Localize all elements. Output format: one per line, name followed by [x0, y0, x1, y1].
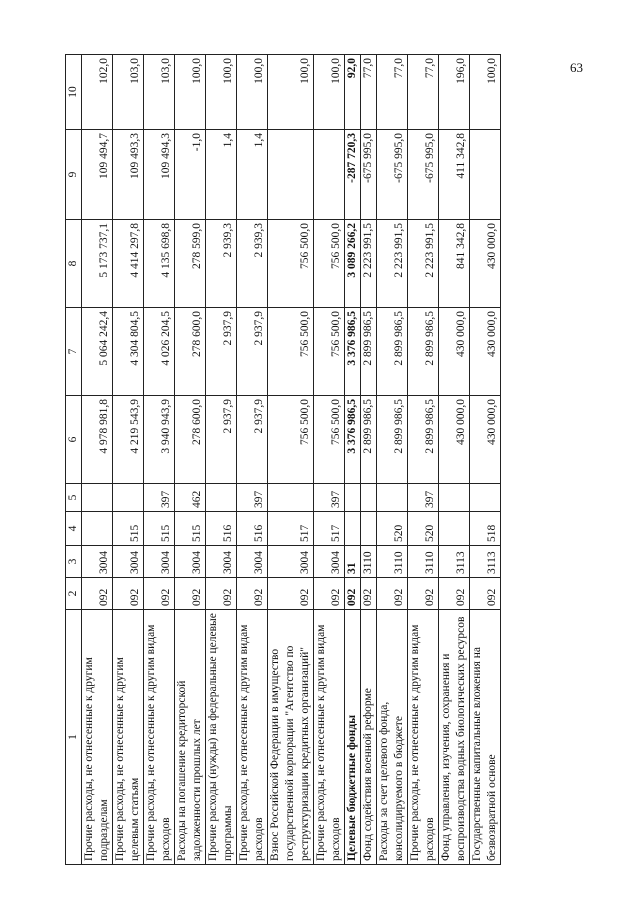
row-col10-cell: 100,0	[470, 55, 501, 130]
row-col9-cell: -675 995,0	[377, 130, 408, 220]
row-col3-cell: 3004	[237, 546, 268, 578]
row-col2-cell: 092	[113, 578, 144, 610]
row-col6-cell: 4 978 981,8	[82, 396, 113, 484]
row-col5-cell: 397	[237, 484, 268, 512]
rotated-table-container	[65, 55, 590, 865]
row-col9-cell: -1,0	[175, 130, 206, 220]
row-name-cell: Расходы за счет целевого фонда, консолидируемого в бюджете	[377, 610, 408, 865]
row-col7-cell: 2 899 986,5	[408, 308, 439, 396]
row-col4-cell: 517	[314, 512, 345, 546]
row-col6-cell: 4 219 543,9	[113, 396, 144, 484]
row-col6-cell: 3 376 986,5	[345, 396, 361, 484]
row-col10-cell: 92,0	[345, 55, 361, 130]
row-name-cell: Целевые бюджетные фонды	[345, 610, 361, 865]
row-col6-cell: 2 899 986,5	[377, 396, 408, 484]
row-col3-cell: 3113	[439, 546, 470, 578]
column-header: 10	[66, 55, 82, 130]
row-col10-cell: 100,0	[314, 55, 345, 130]
table-row	[377, 55, 408, 865]
row-col6-cell: 3 940 943,9	[144, 396, 175, 484]
row-col10-cell: 102,0	[82, 55, 113, 130]
row-col7-cell: 5 064 242,4	[82, 308, 113, 396]
budget-table	[65, 54, 501, 865]
row-col2-cell: 092	[470, 578, 501, 610]
row-col2-cell: 092	[237, 578, 268, 610]
row-col9-cell: 109 493,3	[113, 130, 144, 220]
row-col4-cell: 515	[113, 512, 144, 546]
row-col7-cell: 2 937,9	[206, 308, 237, 396]
row-col7-cell: 756 500,0	[314, 308, 345, 396]
row-col2-cell: 092	[345, 578, 361, 610]
row-col3-cell: 3004	[206, 546, 237, 578]
row-col4-cell	[361, 512, 377, 546]
column-header: 4	[66, 512, 82, 546]
row-name-cell: Расходы на погашение кредиторской задолженности прошлых лет	[175, 610, 206, 865]
row-col6-cell: 430 000,0	[439, 396, 470, 484]
row-col8-cell: 2 939,3	[237, 220, 268, 308]
row-col8-cell: 756 500,0	[314, 220, 345, 308]
row-name-cell: Прочие расходы, не отнесенные к другим целевым статьям	[113, 610, 144, 865]
row-col6-cell: 2 899 986,5	[361, 396, 377, 484]
row-col8-cell: 841 342,8	[439, 220, 470, 308]
row-col8-cell: 3 089 266,2	[345, 220, 361, 308]
row-col4-cell: 520	[408, 512, 439, 546]
column-header: 7	[66, 308, 82, 396]
row-col8-cell: 4 135 698,8	[144, 220, 175, 308]
row-col5-cell	[113, 484, 144, 512]
column-header: 5	[66, 484, 82, 512]
table-row	[82, 55, 113, 865]
row-col8-cell: 278 599,0	[175, 220, 206, 308]
row-col7-cell: 278 600,0	[175, 308, 206, 396]
row-col3-cell: 3004	[268, 546, 314, 578]
row-col6-cell: 756 500,0	[314, 396, 345, 484]
row-col2-cell: 092	[314, 578, 345, 610]
row-col7-cell: 2 899 986,5	[377, 308, 408, 396]
row-col3-cell: 31	[345, 546, 361, 578]
row-col2-cell: 092	[361, 578, 377, 610]
row-col9-cell: -287 720,3	[345, 130, 361, 220]
table-row	[361, 55, 377, 865]
row-col5-cell	[82, 484, 113, 512]
row-col7-cell: 430 000,0	[439, 308, 470, 396]
row-col4-cell: 516	[237, 512, 268, 546]
column-header: 8	[66, 220, 82, 308]
row-col6-cell: 430 000,0	[470, 396, 501, 484]
row-col9-cell	[268, 130, 314, 220]
row-col7-cell: 3 376 986,5	[345, 308, 361, 396]
row-col6-cell: 2 937,9	[237, 396, 268, 484]
row-col10-cell: 77,0	[408, 55, 439, 130]
row-col4-cell: 516	[206, 512, 237, 546]
row-col3-cell: 3004	[113, 546, 144, 578]
table-row	[237, 55, 268, 865]
row-col10-cell: 100,0	[175, 55, 206, 130]
row-col4-cell: 515	[175, 512, 206, 546]
row-col9-cell: 411 342,8	[439, 130, 470, 220]
row-col5-cell	[470, 484, 501, 512]
row-col8-cell: 2 939,3	[206, 220, 237, 308]
row-col7-cell: 756 500,0	[268, 308, 314, 396]
row-name-cell: Прочие расходы, не отнесенные к другим видам расходов	[144, 610, 175, 865]
row-col2-cell: 092	[377, 578, 408, 610]
row-col8-cell: 5 173 737,1	[82, 220, 113, 308]
column-header: 1	[66, 610, 82, 865]
row-col2-cell: 092	[82, 578, 113, 610]
row-col4-cell	[345, 512, 361, 546]
row-col5-cell	[345, 484, 361, 512]
table-row	[408, 55, 439, 865]
table-row	[206, 55, 237, 865]
row-col10-cell: 100,0	[268, 55, 314, 130]
row-col7-cell: 430 000,0	[470, 308, 501, 396]
row-col5-cell: 397	[408, 484, 439, 512]
row-col3-cell: 3110	[361, 546, 377, 578]
row-name-cell: Прочие расходы, не отнесенные к другим видам расходов	[314, 610, 345, 865]
row-col10-cell: 103,0	[113, 55, 144, 130]
row-col9-cell	[314, 130, 345, 220]
row-col8-cell: 430 000,0	[470, 220, 501, 308]
row-col6-cell: 756 500,0	[268, 396, 314, 484]
row-col2-cell: 092	[439, 578, 470, 610]
row-col6-cell: 2 899 986,5	[408, 396, 439, 484]
row-col5-cell: 397	[144, 484, 175, 512]
table-row	[345, 55, 361, 865]
row-col3-cell: 3004	[144, 546, 175, 578]
row-col2-cell: 092	[144, 578, 175, 610]
row-col6-cell: 2 937,9	[206, 396, 237, 484]
row-col7-cell: 4 026 204,5	[144, 308, 175, 396]
row-col3-cell: 3113	[470, 546, 501, 578]
row-col8-cell: 2 223 991,5	[408, 220, 439, 308]
table-row	[268, 55, 314, 865]
row-col9-cell	[470, 130, 501, 220]
table-row	[314, 55, 345, 865]
row-name-cell: Фонд содействия военной реформе	[361, 610, 377, 865]
row-col8-cell: 4 414 297,8	[113, 220, 144, 308]
row-col2-cell: 092	[175, 578, 206, 610]
row-col10-cell: 100,0	[237, 55, 268, 130]
row-col5-cell	[377, 484, 408, 512]
row-col4-cell	[82, 512, 113, 546]
table-row	[144, 55, 175, 865]
row-col2-cell: 092	[206, 578, 237, 610]
row-col2-cell: 092	[408, 578, 439, 610]
row-name-cell: Взнос Российской Федерации в имущество государственной корпорации "Агентство по реструктуризации кредитных организаций"	[268, 610, 314, 865]
row-name-cell: Прочие расходы, не отнесенные к другим видам расходов	[408, 610, 439, 865]
row-col4-cell: 515	[144, 512, 175, 546]
row-col4-cell: 517	[268, 512, 314, 546]
row-col9-cell: 109 494,7	[82, 130, 113, 220]
row-col5-cell: 397	[314, 484, 345, 512]
row-col3-cell: 3004	[314, 546, 345, 578]
column-header: 6	[66, 396, 82, 484]
row-col5-cell	[361, 484, 377, 512]
row-col10-cell: 196,0	[439, 55, 470, 130]
row-col5-cell: 462	[175, 484, 206, 512]
row-col3-cell: 3004	[175, 546, 206, 578]
row-col9-cell: -675 995,0	[408, 130, 439, 220]
row-col7-cell: 2 937,9	[237, 308, 268, 396]
row-col9-cell: 109 494,3	[144, 130, 175, 220]
row-col6-cell: 278 600,0	[175, 396, 206, 484]
row-col8-cell: 756 500,0	[268, 220, 314, 308]
row-col3-cell: 3004	[82, 546, 113, 578]
row-name-cell: Прочие расходы, не отнесенные к другим подразделам	[82, 610, 113, 865]
row-col9-cell: -675 995,0	[361, 130, 377, 220]
row-col5-cell	[439, 484, 470, 512]
row-name-cell: Прочие расходы (нужды) на федеральные целевые программы	[206, 610, 237, 865]
row-col4-cell: 520	[377, 512, 408, 546]
row-col9-cell: 1,4	[206, 130, 237, 220]
row-col7-cell: 4 304 804,5	[113, 308, 144, 396]
row-col10-cell: 100,0	[206, 55, 237, 130]
column-header: 3	[66, 546, 82, 578]
table-row	[175, 55, 206, 865]
row-col3-cell: 3110	[377, 546, 408, 578]
table-row	[439, 55, 470, 865]
row-col10-cell: 77,0	[377, 55, 408, 130]
table-body	[82, 55, 501, 865]
row-name-cell: Фонд управления, изучения, сохранения и воспроизводства водных биологических ресурсов	[439, 610, 470, 865]
row-name-cell: Государственные капитальные вложения на безвозвратной основе	[470, 610, 501, 865]
row-col4-cell: 518	[470, 512, 501, 546]
page-number: 63	[570, 60, 583, 75]
row-col8-cell: 2 223 991,5	[377, 220, 408, 308]
row-col2-cell: 092	[268, 578, 314, 610]
table-row	[113, 55, 144, 865]
column-header: 9	[66, 130, 82, 220]
row-col10-cell: 103,0	[144, 55, 175, 130]
row-col3-cell: 3110	[408, 546, 439, 578]
row-col8-cell: 2 223 991,5	[361, 220, 377, 308]
row-col9-cell: 1,4	[237, 130, 268, 220]
row-col10-cell: 77,0	[361, 55, 377, 130]
column-header: 2	[66, 578, 82, 610]
row-col5-cell	[268, 484, 314, 512]
row-col4-cell	[439, 512, 470, 546]
row-col5-cell	[206, 484, 237, 512]
table-row	[470, 55, 501, 865]
row-col7-cell: 2 899 986,5	[361, 308, 377, 396]
header-row	[66, 55, 82, 865]
row-name-cell: Прочие расходы, не отнесенные к другим видам расходов	[237, 610, 268, 865]
